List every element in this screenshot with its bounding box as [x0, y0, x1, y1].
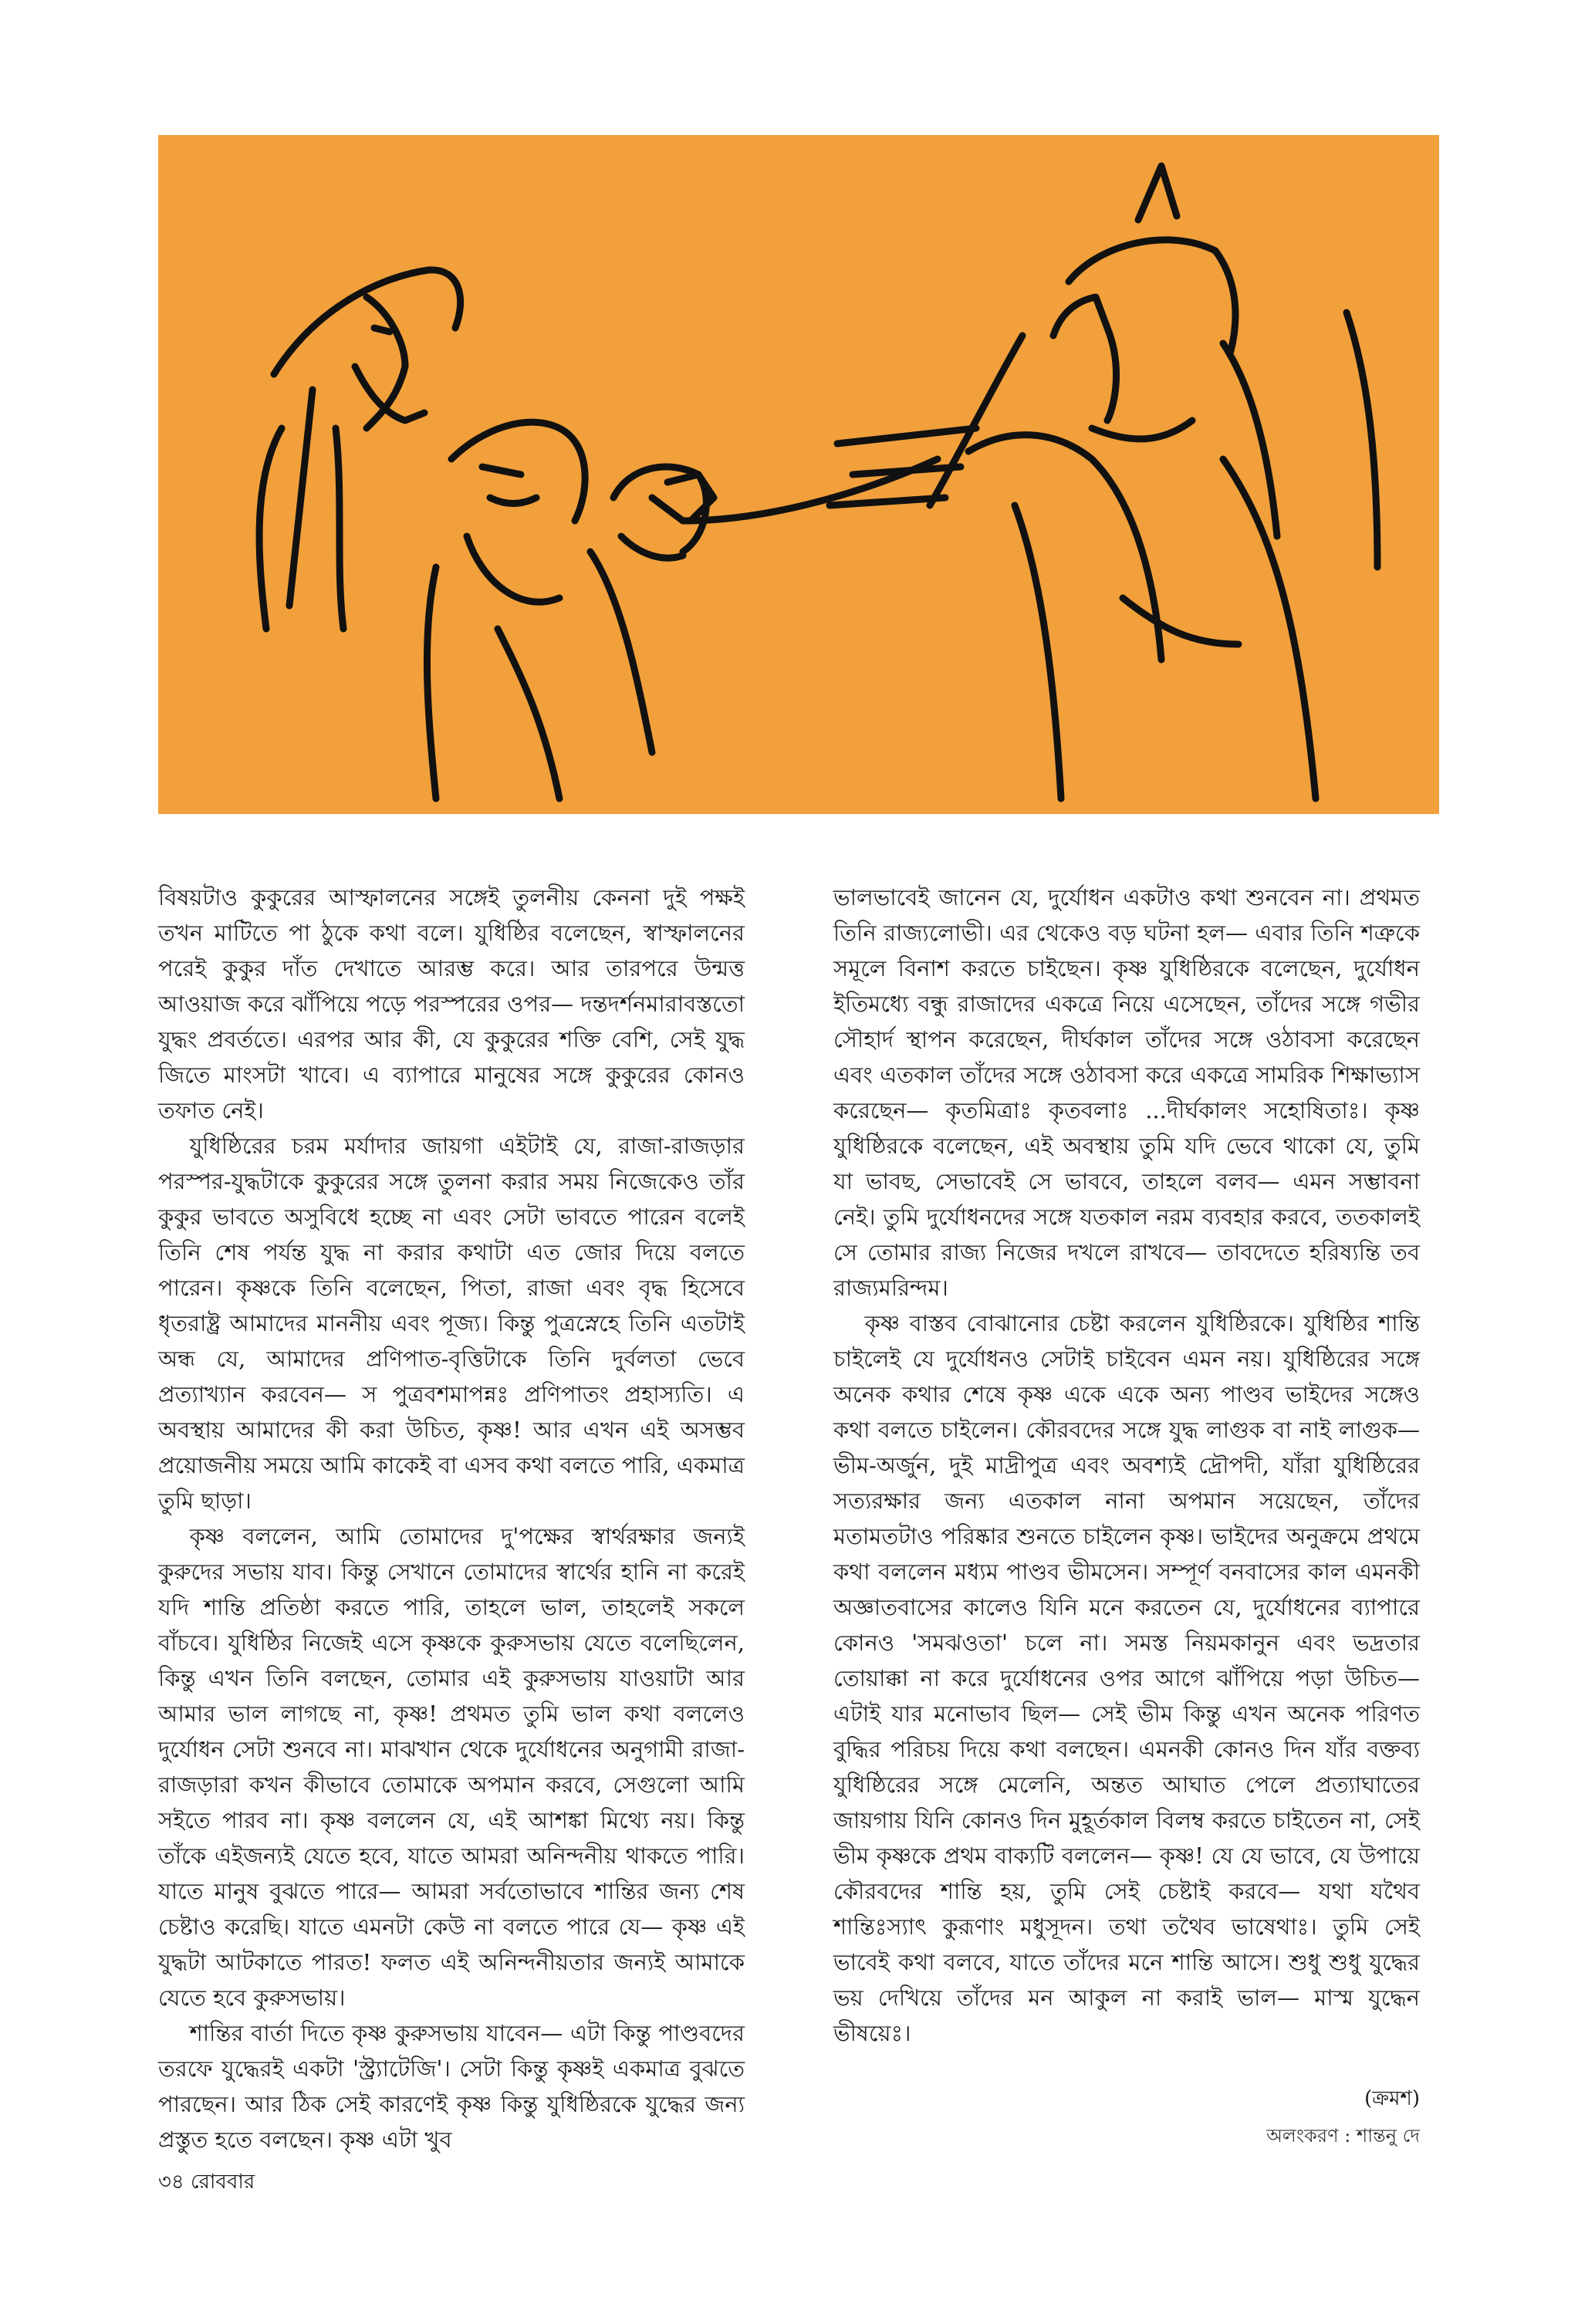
page-folio: ৩৪ রোববার — [158, 2170, 255, 2194]
right-column — [833, 880, 1420, 2051]
paragraph: শান্তির বার্তা দিতে কৃষ্ণ কুরুসভায় যাবেন— এটা কিন্তু পাণ্ডবদের তরফে যুদ্ধেরই একটা 'স্ট্র্যাটেজি'। সেটা কিন্তু কৃষ্ণই একমাত্র বুঝতে পারছেন। আর ঠিক সেই কারণেই কৃষ্ণ কিন্তু যুধিষ্ঠিরকে যুদ্ধের জন্য প্রস্তুত হতে বলছেন। কৃষ্ণ এটা খুব — [158, 2020, 745, 2153]
illustration — [158, 135, 1439, 814]
paragraph: বিষয়টাও কুকুরের আস্ফালনের সঙ্গেই তুলনীয় কেননা দুই পক্ষই তখন মাটিতে পা ঠুকে কথা বলে। যুধিষ্ঠির বলেছেন, স্বাস্ফালনের পরেই কুকুর দাঁত দেখাতে আরম্ভ করে। আর তারপরে উন্মত্ত আওয়াজ করে ঝাঁপিয়ে পড়ে পরস্পরের ওপর— দন্তদর্শনমারাবস্ততো যুদ্ধং প্রবর্ততে। এরপর আর কী, যে কুকুরের শক্তি বেশি, সেই যুদ্ধ জিতে মাংসটা খাবে। এ ব্যাপারে মানুষের সঙ্গে কুকুরের কোনও তফাত নেই। — [158, 884, 745, 1123]
to-be-continued: (ক্রমশ) — [1364, 2087, 1420, 2110]
paragraph: কৃষ্ণ বললেন, আমি তোমাদের দু'পক্ষের স্বার্থরক্ষার জন্যই কুরুদের সভায় যাব। কিন্তু সেখানে তোমাদের স্বার্থের হানি না করেই যদি শান্তি প্রতিষ্ঠা করতে পারি, তাহলে ভাল, তাহলেই সকলে বাঁচবে। যুধিষ্ঠির নিজেই এসে কৃষ্ণকে কুরুসভায় যেতে বলেছিলেন, কিন্তু এখন তিনি বলছেন, তোমার এই কুরুসভায় যাওয়াটা আর আমার ভাল লাগছে না, কৃষ্ণ! প্রথমত তুমি ভাল কথা বললেও দুর্যোধন সেটা শুনবে না। মাঝখান থেকে দুর্যোধনের অনুগামী রাজা-রাজড়ারা কখন কীভাবে তোমাকে অপমান করবে, সেগুলো আমি সইতে পারব না। কৃষ্ণ বললেন যে, এই আশঙ্কা মিথ্যে নয়। কিন্তু তাঁকে এইজন্যই যেতে হবে, যাতে আমরা অনিন্দনীয় থাকতে পারি। যাতে মানুষ বুঝতে পারে— আমরা সর্বতোভাবে শান্তির জন্য শেষ চেষ্টাও করেছি। যাতে এমনটা কেউ না বলতে পারে যে— কৃষ্ণ এই যুদ্ধটা আটকাতে পারত! ফলত এই অনিন্দনীয়তার জন্যই আমাকে যেতে হবে কুরুসভায়। — [158, 1523, 745, 2011]
paragraph: কৃষ্ণ বাস্তব বোঝানোর চেষ্টা করলেন যুধিষ্ঠিরকে। যুধিষ্ঠির শান্তি চাইলেই যে দুর্যোধনও সেটাই চাইবেন এমন নয়। যুধিষ্ঠিরের সঙ্গে অনেক কথার শেষে কৃষ্ণ একে একে অন্য পাণ্ডব ভাইদের সঙ্গেও কথা বলতে চাইলেন। কৌরবদের সঙ্গে যুদ্ধ লাগুক বা নাই লাগুক— ভীম-অর্জুন, দুই মাদ্রীপুত্র এবং অবশ্যই দ্রৌপদী, যাঁরা যুধিষ্ঠিরের সত্যরক্ষার জন্য এতকাল নানা অপমান সয়েছেন, তাঁদের মতামতটাও পরিষ্কার শুনতে চাইলেন কৃষ্ণ। ভাইদের অনুক্রমে প্রথমে কথা বললেন মধ্যম পাণ্ডব ভীমসেন। সম্পূর্ণ বনবাসের কাল এমনকী অজ্ঞাতবাসের কালেও যিনি মনে করতেন যে, দুর্যোধনের ব্যাপারে কোনও 'সমঝওতা' চলে না। সমস্ত নিয়মকানুন এবং ভদ্রতার তোয়াক্কা না করে দুর্যোধনের ওপর আগে ঝাঁপিয়ে পড়া উচিত— এটাই যার মনোভাব ছিল— সেই ভীম কিন্তু এখন অনেক পরিণত বুদ্ধির পরিচয় দিয়ে কথা বলছেন। এমনকী কোনও দিন যাঁর বক্তব্য যুধিষ্ঠিরের সঙ্গে মেলেনি, অন্তত আঘাত পেলে প্রত্যাঘাতের জায়গায় যিনি কোনও দিন মুহূর্তকাল বিলম্ব করতে চাইতেন না, সেই ভীম কৃষ্ণকে প্রথম বাক্যটি বললেন— কৃষ্ণ! যে যে ভাবে, যে উপায়ে কৌরবদের শান্তি হয়, তুমি সেই চেষ্টাই করবে— যথা যথৈব শান্তিঃস্যাৎ কুরূণাং মধুসূদন। তথা তথৈব ভাষেথাঃ। তুমি সেই ভাবেই কথা বলবে, যাতে তাঁদের মনে শান্তি আসে। শুধু শুধু যুদ্ধের ভয় দেখিয়ে তাঁদের মন আকুল না করাই ভাল— মাস্ম যুদ্ধেন ভীষয়েঃ। — [833, 1310, 1420, 2046]
illustration-drawing — [158, 135, 1439, 814]
paragraph: ভালভাবেই জানেন যে, দুর্যোধন একটাও কথা শুনবেন না। প্রথমত তিনি রাজ্যলোভী। এর থেকেও বড় ঘটনা হল— এবার তিনি শত্রুকে সমূলে বিনাশ করতে চাইছেন। কৃষ্ণ যুধিষ্ঠিরকে বলেছেন, দুর্যোধন ইতিমধ্যে বন্ধু রাজাদের একত্রে নিয়ে এসেছেন, তাঁদের সঙ্গে গভীর সৌহার্দ স্থাপন করেছেন, দীর্ঘকাল তাঁদের সঙ্গে ওঠাবসা করেছেন এবং এতকাল তাঁদের সঙ্গে ওঠাবসা করে একত্রে সামরিক শিক্ষাভ্যাস করেছেন— কৃতমিত্রাঃ কৃতবলাঃ ...দীর্ঘকালং সহোষিতাঃ। কৃষ্ণ যুধিষ্ঠিরকে বলেছেন, এই অবস্থায় তুমি যদি ভেবে থাকো যে, তুমি যা ভাবছ, সেভাবেই সে ভাববে, তাহলে বলব— এমন সম্ভাবনা নেই। তুমি দুর্যোধনদের সঙ্গে যতকাল নরম ব্যবহার করবে, ততকালই সে তোমার রাজ্য নিজের দখলে রাখবে— তাবদেতে হরিষ্যন্তি তব রাজ্যমরিন্দম। — [833, 884, 1420, 1301]
illustration-credit: অলংকরণ : শান্তনু দে — [1266, 2125, 1420, 2147]
paragraph: যুধিষ্ঠিরের চরম মর্যাদার জায়গা এইটাই যে, রাজা-রাজড়ার পরস্পর-যুদ্ধটাকে কুকুরের সঙ্গে তুলনা করার সময় নিজেকেও তাঁর কুকুর ভাবতে অসুবিধে হচ্ছে না এবং সেটা ভাবতে পারেন বলেই তিনি শেষ পর্যন্ত যুদ্ধ না করার কথাটা এত জোর দিয়ে বলতে পারেন। কৃষ্ণকে তিনি বলেছেন, পিতা, রাজা এবং বৃদ্ধ হিসেবে ধৃতরাষ্ট্র আমাদের মাননীয় এবং পূজ্য। কিন্তু পুত্রস্নেহে তিনি এতটাই অন্ধ যে, আমাদের প্রণিপাত-বৃত্তিটাকে তিনি দুর্বলতা ভেবে প্রত্যাখ্যান করবেন— স পুত্রবশমাপন্নঃ প্রণিপাতং প্রহাস্যতি। এ অবস্থায় আমাদের কী করা উচিত, কৃষ্ণ! আর এখন এই অসম্ভব প্রয়োজনীয় সময়ে আমি কাকেই বা এসব কথা বলতে পারি, একমাত্র তুমি ছাড়া। — [158, 1133, 745, 1514]
left-column — [158, 880, 745, 2157]
